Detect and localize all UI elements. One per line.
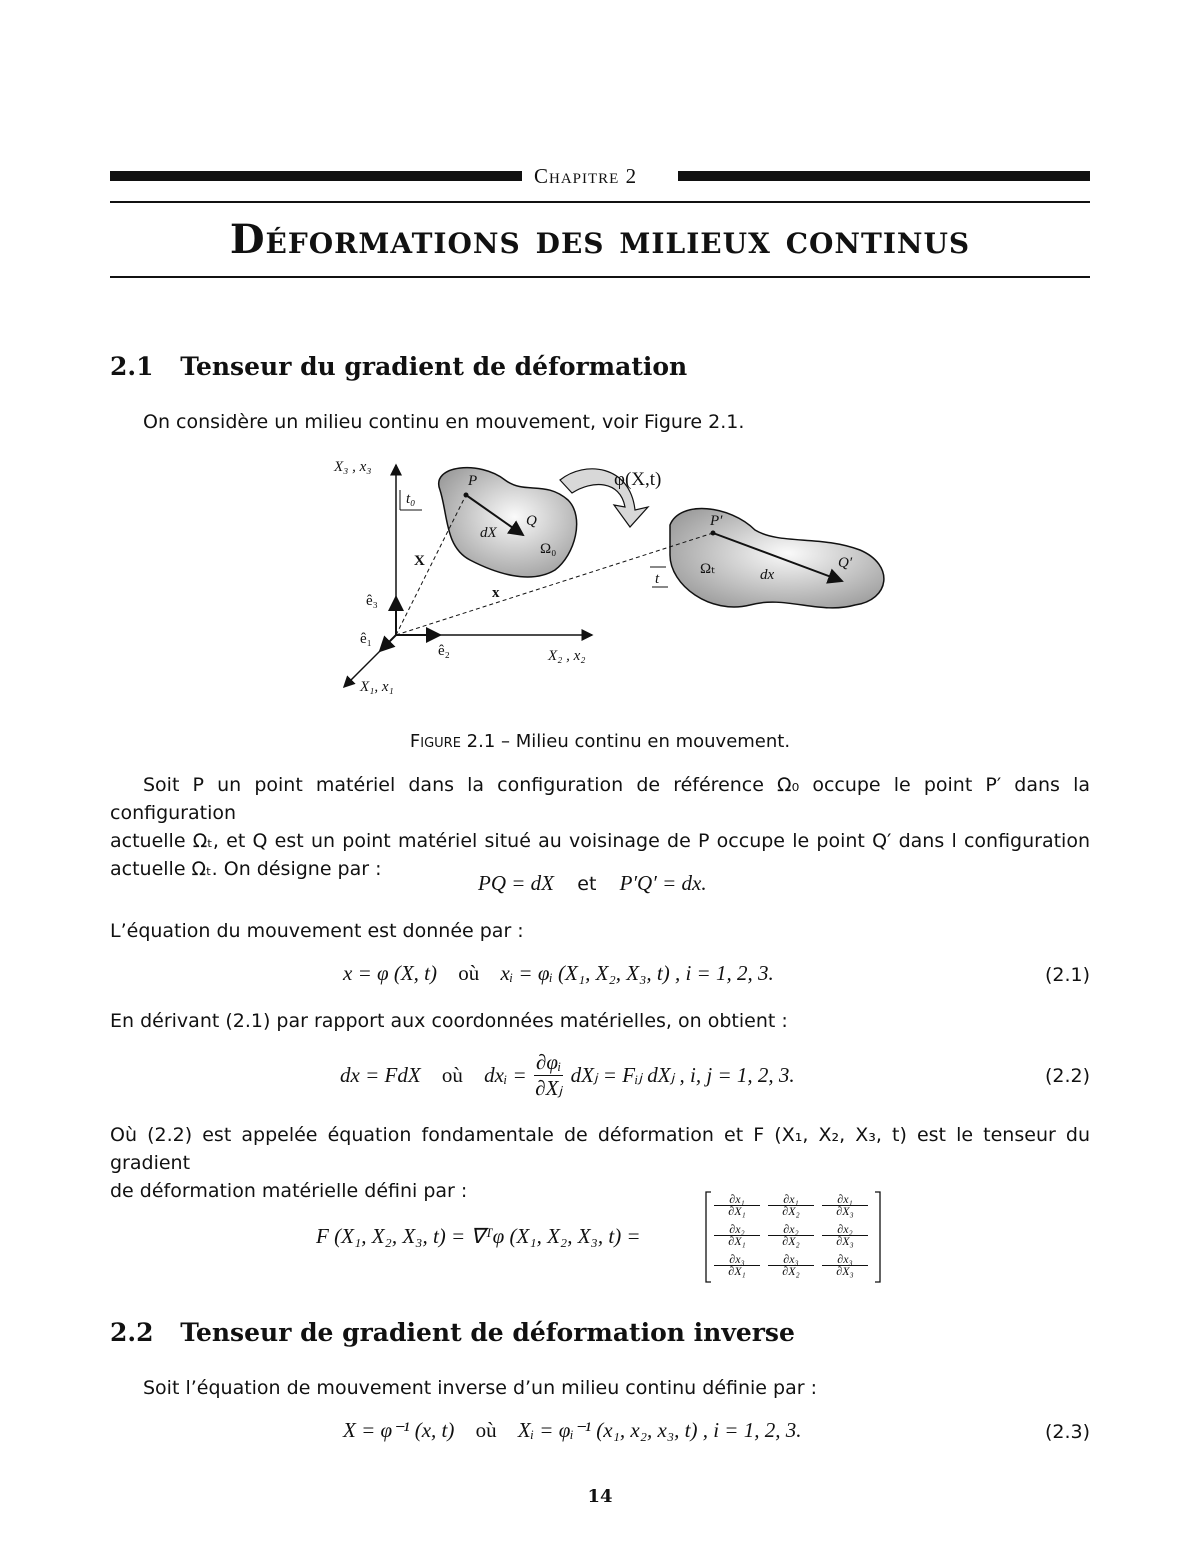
eq1-ou: où	[458, 961, 480, 985]
figure-caption-text: – Milieu continu en mouvement.	[501, 731, 791, 752]
fund-line2: de déformation matérielle défini par :	[110, 1180, 468, 1202]
section2-number: 2.2	[110, 1318, 154, 1347]
matrix-cell	[768, 1194, 814, 1217]
eq1-lhs: x = φ (X, t)	[343, 961, 438, 985]
label-phi: φ(X,t)	[614, 469, 662, 490]
eq2-fraction	[534, 1050, 563, 1101]
matrix-cell-num: ∂x₂	[714, 1224, 760, 1236]
matrix-cell	[768, 1224, 814, 1247]
matrix-cell-den: ∂X₁	[728, 1204, 746, 1218]
page-number: 14	[587, 1486, 613, 1507]
equation-2-3	[343, 1418, 801, 1443]
section2-title: Tenseur de gradient de déformation inverse	[180, 1318, 795, 1347]
section-number: 2.1	[110, 352, 154, 381]
section-heading-2-1	[110, 352, 687, 381]
eq2-lhs: dx = FdX	[340, 1063, 421, 1087]
equation-pq	[478, 871, 707, 896]
matrix-cell-num: ∂x₂	[822, 1224, 868, 1236]
para1-line2: actuelle Ωₜ, et Q est un point matériel situé au voisinage de P occupe le point Q′ dans l configuration	[110, 830, 1090, 852]
label-dx: dx	[760, 567, 775, 583]
matrix-cell	[714, 1194, 760, 1217]
header-rule-left	[110, 171, 522, 181]
label-axis3: X₃ , x₃	[334, 459, 372, 475]
label-Qp: Q′	[838, 555, 853, 571]
matrix-cell-num: ∂x₃	[768, 1254, 814, 1266]
matrix-cell	[714, 1254, 760, 1277]
label-Q: Q	[526, 513, 537, 529]
eq2-ou: où	[441, 1063, 463, 1087]
eq-pq-right: P′Q′ = dx.	[619, 871, 707, 895]
gradient-matrix	[704, 1190, 882, 1284]
chapter-title: Déformations des milieux continus	[229, 216, 971, 263]
label-axis2: X₂ , x₂	[548, 648, 586, 664]
title-rule-bottom	[110, 276, 1090, 278]
title-rule-top	[110, 201, 1090, 203]
matrix-cell	[822, 1194, 868, 1217]
section2-intro: Soit l’équation de mouvement inverse d’un milieu continu définie par :	[143, 1377, 817, 1399]
equation-2-1	[343, 961, 774, 986]
deformation-figure	[330, 455, 900, 705]
matrix-cell	[768, 1254, 814, 1277]
matrix-cell	[822, 1254, 868, 1277]
label-omega0: Ω₀	[540, 541, 557, 557]
equation-F-lhs: F (X₁, X₂, X₃, t) = ∇ᵀφ (X₁, X₂, X₃, t) =	[316, 1224, 641, 1248]
matrix-cell-den: ∂X₁	[728, 1264, 746, 1278]
paragraph-configurations	[110, 771, 1090, 883]
matrix-cell-den: ∂X₃	[836, 1234, 854, 1248]
label-t0: t₀	[406, 491, 416, 507]
label-X: X	[414, 553, 425, 569]
eq2-fraction-den: ∂Xⱼ	[535, 1076, 563, 1100]
matrix-cell-den: ∂X₂	[782, 1264, 800, 1278]
section-title: Tenseur du gradient de déformation	[180, 352, 688, 381]
equation-number-2-3: (2.3)	[1044, 1421, 1090, 1443]
matrix-cell-num: ∂x₁	[822, 1194, 868, 1206]
text-derivation: En dérivant (2.1) par rapport aux coordonnées matérielles, on obtient :	[110, 1010, 788, 1032]
eq-pq-left: PQ = dX	[478, 871, 554, 895]
label-omegat: Ωₜ	[700, 561, 716, 577]
eq2-mid: dxᵢ =	[484, 1063, 527, 1087]
label-e2: ê₂	[438, 643, 450, 659]
eq3-rhs: Xᵢ = φᵢ⁻¹ (x₁, x₂, x₃, t) , i = 1, 2, 3.	[517, 1418, 802, 1442]
matrix-cell-den: ∂X₁	[728, 1234, 746, 1248]
para1-line1: Soit P un point matériel dans la configuration de référence Ω₀ occupe le point P′ dans la configuration	[110, 774, 1090, 824]
matrix-cell-num: ∂x₃	[822, 1254, 868, 1266]
matrix-cell	[822, 1224, 868, 1247]
eq-pq-conj: et	[577, 873, 597, 895]
eq1-rhs: xᵢ = φᵢ (X₁, X₂, X₃, t) , i = 1, 2, 3.	[500, 961, 774, 985]
figure-caption-label: Figure 2.1	[409, 731, 496, 752]
figure-caption	[0, 731, 1200, 752]
label-t: t	[655, 571, 660, 587]
label-dX: dX	[480, 525, 497, 541]
matrix-cell-num: ∂x₁	[714, 1194, 760, 1206]
label-Pp: P′	[710, 513, 723, 529]
eq2-rhs: dXⱼ = Fᵢⱼ dXⱼ , i, j = 1, 2, 3.	[570, 1063, 795, 1087]
label-axis1: X₁, x₁	[360, 679, 394, 695]
vector-X	[396, 495, 466, 635]
equation-number-2-2: (2.2)	[1044, 1065, 1090, 1087]
intro-paragraph: On considère un milieu continu en mouvement, voir Figure 2.1.	[143, 411, 745, 433]
label-e3: ê₃	[366, 593, 378, 609]
matrix-cell-den: ∂X₂	[782, 1234, 800, 1248]
label-x: x	[492, 585, 500, 601]
eq3-lhs: X = φ⁻¹ (x, t)	[343, 1418, 455, 1442]
equation-2-2	[340, 1050, 795, 1101]
section-heading-2-2	[110, 1318, 795, 1347]
equation-number-2-1: (2.1)	[1044, 964, 1090, 986]
chapter-label: Chapitre 2	[534, 164, 638, 188]
text-fundamental	[110, 1121, 1090, 1205]
matrix-cell-num: ∂x₃	[714, 1254, 760, 1266]
matrix-cell	[714, 1224, 760, 1247]
body-reference	[439, 468, 577, 577]
label-e1: ê₁	[360, 631, 372, 647]
header-rule-right	[678, 171, 1090, 181]
text-motion: L’équation du mouvement est donnée par :	[110, 920, 524, 942]
eq2-fraction-num: ∂φᵢ	[535, 1050, 562, 1074]
matrix-cell-num: ∂x₁	[768, 1194, 814, 1206]
eq3-ou: où	[475, 1418, 497, 1442]
matrix-cell-den: ∂X₃	[836, 1264, 854, 1278]
fund-line1: Où (2.2) est appelée équation fondamentale de déformation et F (X₁, X₂, X₃, t) est le tenseur du gradient	[110, 1124, 1090, 1174]
para1-line3: actuelle Ωₜ. On désigne par :	[110, 858, 382, 880]
matrix-cell-den: ∂X₂	[782, 1204, 800, 1218]
matrix-cell-den: ∂X₃	[836, 1204, 854, 1218]
matrix-cell-num: ∂x₂	[768, 1224, 814, 1236]
label-P: P	[468, 473, 478, 489]
